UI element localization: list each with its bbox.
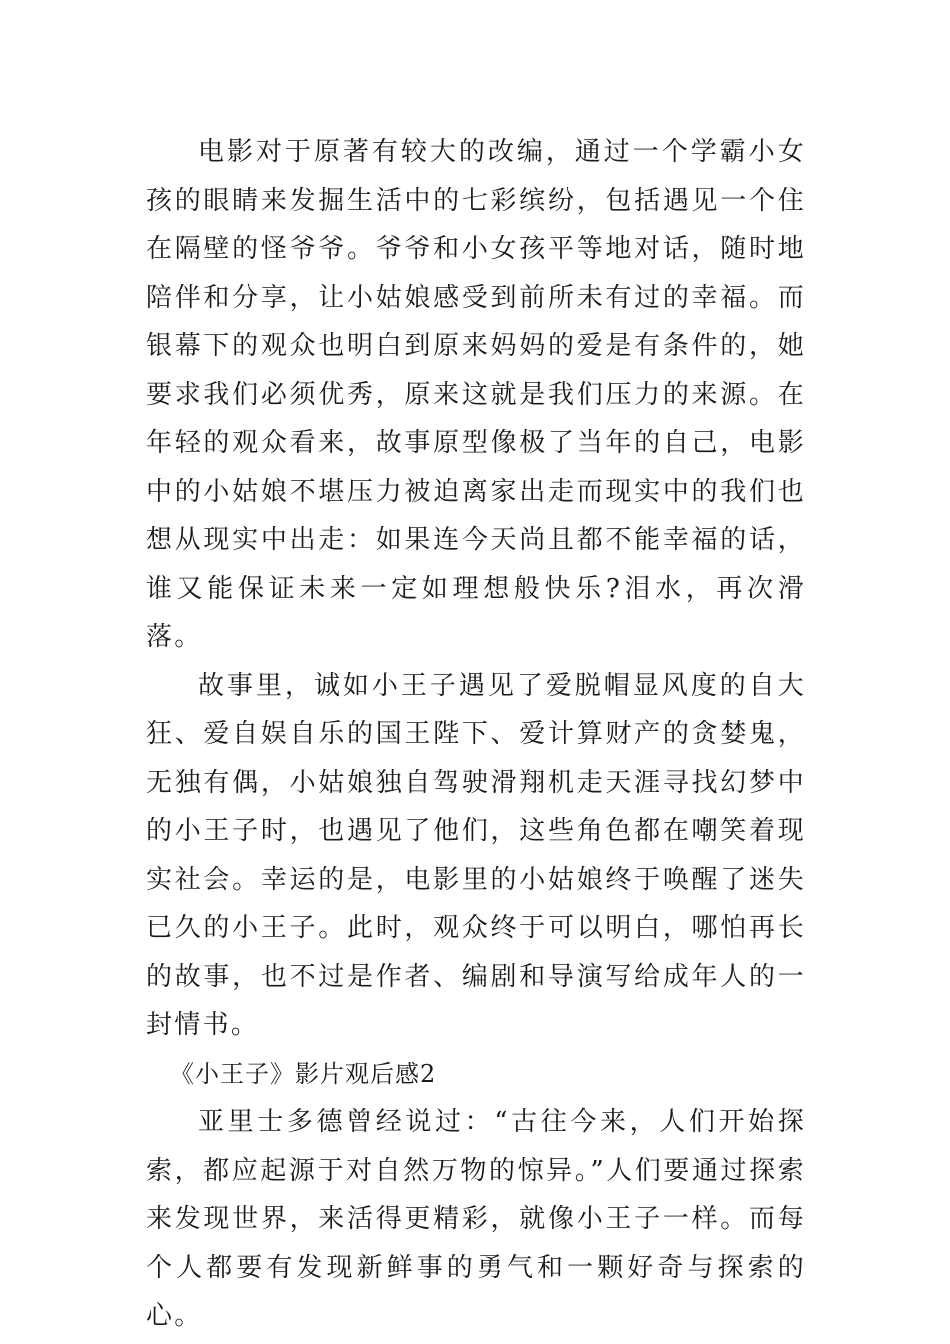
paragraph-story-characters: 故事里，诚如小王子遇见了爱脱帽显风度的自大狂、爱自娱自乐的国王陛下、爱计算财产的贪婪鬼，无独有偶，小姑娘独自驾驶滑翔机走天涯寻找幻梦中的小王子时，也遇见了他们，这些角色都在嘲笑着现实社会。幸运的是，电影里的小姑娘终于唤醒了迷失已久的小王子。此时，观众终于可以明白，哪怕再长的故事，也不过是作者、编剧和导演写给成年人的一封情书。: [146, 670, 806, 1040]
section-heading: 《小王子》影片观后感2: [170, 1059, 437, 1088]
paragraph-film-adaptation: 电影对于原著有较大的改编，通过一个学霸小女孩的眼睛来发掘生活中的七彩缤纷，包括遇见一个住在隔壁的怪爷爷。爷爷和小女孩平等地对话，随时地陪伴和分享，让小姑娘感受到前所未有过的幸福。而银幕下的观众也明白到原来妈妈的爱是有条件的，她要求我们必须优秀，原来这就是我们压力的来源。在年轻的观众看来，故事原型像极了当年的自己，电影中的小姑娘不堪压力被迫离家出走而现实中的我们也想从现实中出走：如果连今天尚且都不能幸福的话，谁又能保证未来一定如理想般快乐?泪水，再次滑落。: [146, 137, 806, 652]
document-body: [146, 128, 806, 1341]
paragraph-aristotle-quote: 亚里士多德曾经说过：“古往今来，人们开始探索，都应起源于对自然万物的惊异。”人们要通过探索来发现世界，来活得更精彩，就像小王子一样。而每个人都要有发现新鲜事的勇气和一颗好奇与探索的心。: [146, 1107, 806, 1331]
